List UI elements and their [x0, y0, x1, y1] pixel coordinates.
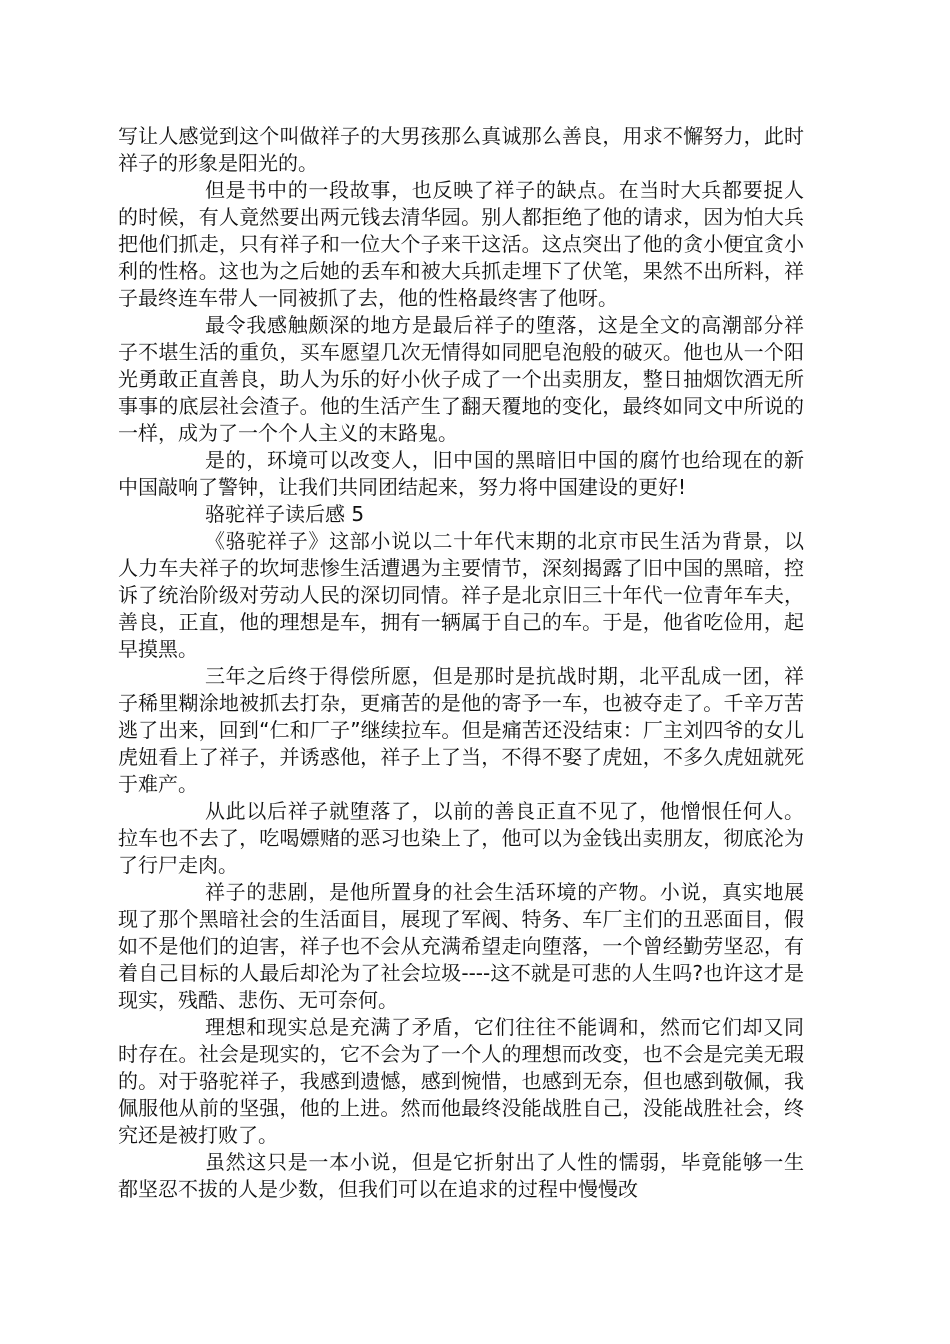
paragraph: 从此以后祥子就堕落了，以前的善良正直不见了，他憎恨任何人。拉车也不去了，吃喝嫖赌的恶习也染上了，他可以为金钱出卖朋友，彻底沦为了行尸走肉。	[118, 799, 804, 877]
paragraph: 但是书中的一段故事，也反映了祥子的缺点。在当时大兵都要捉人的时候，有人竟然要出两元钱去清华园。别人都拒绝了他的请求，因为怕大兵把他们抓走，只有祥子和一位大个子来干这活。这点突出了他的贪小便宜贪小利的性格。这也为之后她的丢车和被大兵抓走埋下了伏笔，果然不出所料，祥子最终连车带人一同被抓了去，他的性格最终害了他呀。	[118, 178, 804, 310]
paragraph: 是的，环境可以改变人，旧中国的黑暗旧中国的腐竹也给现在的新中国敲响了警钟，让我们共同团结起来，努力将中国建设的更好!	[118, 448, 804, 499]
paragraph-continuation: 写让人感觉到这个叫做祥子的大男孩那么真诚那么善良，用求不懈努力，此时祥子的形象是阳光的。	[118, 124, 804, 175]
paragraph: 三年之后终于得偿所愿，但是那时是抗战时期，北平乱成一团，祥子稀里糊涂地被抓去打杂，更痛苦的是他的寄予一车，也被夺走了。千辛万苦逃了出来，回到“仁和厂子”继续拉车。但是痛苦还没结束：厂主刘四爷的女儿虎妞看上了祥子，并诱惑他，祥子上了当，不得不娶了虎妞，不多久虎妞就死于难产。	[118, 664, 804, 796]
paragraph: 祥子的悲剧，是他所置身的社会生活环境的产物。小说，真实地展现了那个黑暗社会的生活面目，展现了军阀、特务、车厂主们的丑恶面目，假如不是他们的迫害，祥子也不会从充满希望走向堕落，一个曾经勤劳坚忍，有着自己目标的人最后却沦为了社会垃圾----这不就是可悲的人生吗?也许这才是现实，残酷、悲伤、无可奈何。	[118, 880, 804, 1012]
paragraph: 虽然这只是一本小说，但是它折射出了人性的懦弱，毕竟能够一生都坚忍不拔的人是少数，但我们可以在追求的过程中慢慢改	[118, 1150, 804, 1201]
document-body	[118, 123, 804, 1203]
paragraph: 理想和现实总是充满了矛盾，它们往往不能调和，然而它们却又同时存在。社会是现实的，它不会为了一个人的理想而改变，也不会是完美无瑕的。对于骆驼祥子，我感到遗憾，感到惋惜，也感到无奈，但也感到敬佩，我佩服他从前的坚强，他的上进。然而他最终没能战胜自己，没能战胜社会，终究还是被打败了。	[118, 1015, 804, 1147]
paragraph: 《骆驼祥子》这部小说以二十年代末期的北京市民生活为背景，以人力车夫祥子的坎坷悲惨生活遭遇为主要情节，深刻揭露了旧中国的黑暗，控诉了统治阶级对劳动人民的深切同情。祥子是北京旧三十年代一位青年车夫，善良，正直，他的理想是车，拥有一辆属于自己的车。于是，他省吃俭用，起早摸黑。	[118, 529, 804, 661]
section-heading: 骆驼祥子读后感 5	[205, 502, 365, 526]
paragraph: 最令我感触颇深的地方是最后祥子的堕落，这是全文的高潮部分祥子不堪生活的重负，买车愿望几次无情得如同肥皂泡般的破灭。他也从一个阳光勇敢正直善良，助人为乐的好小伙子成了一个出卖朋友，整日抽烟饮酒无所事事的底层社会渣子。他的生活产生了翻天覆地的变化，最终如同文中所说的一样，成为了一个个人主义的末路鬼。	[118, 313, 804, 445]
